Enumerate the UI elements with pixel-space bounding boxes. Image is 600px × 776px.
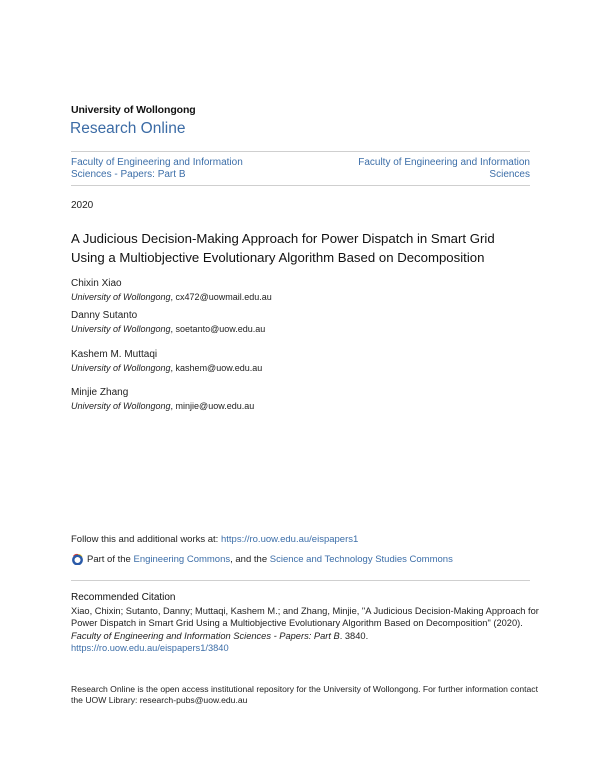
faculty-right-line1: Faculty of Engineering and Information [358,157,530,168]
affiliation-name: University of Wollongong [71,323,171,334]
part-of-label: Part of the [87,553,131,565]
divider [71,580,530,581]
citation-number: . 3840. [339,630,369,641]
citation-journal: Faculty of Engineering and Information Sciences - Papers: Part B [71,630,340,641]
faculty-link[interactable] [300,157,530,180]
part-of-line [71,553,453,565]
author-name: Chixin Xiao [71,278,122,289]
author-name: Minjie Zhang [71,387,129,398]
author-affiliation [71,323,265,336]
citation-url-link[interactable]: https://ro.uow.edu.au/eispapers1/3840 [71,643,229,654]
bepress-commons-icon [71,553,84,565]
recommended-citation-heading: Recommended Citation [71,592,176,603]
title-line1: A Judicious Decision-Making Approach for Power Dispatch in Smart Grid [71,231,495,246]
title-line2: Using a Multiobjective Evolutionary Algorithm Based on Decomposition [71,250,485,265]
faculty-right-line2: Sciences [489,168,530,180]
faculty-left-line2: Sciences - Papers: Part B [71,168,186,180]
author-email: , cx472@uowmail.edu.au [170,291,272,302]
follow-line [71,534,358,545]
divider [71,185,530,186]
author-affiliation [71,362,262,375]
author-affiliation [71,400,254,413]
affiliation-name: University of Wollongong [71,400,171,411]
author-entry [71,349,262,374]
engineering-commons-link[interactable]: Engineering Commons [133,553,231,565]
citation-authors-title: Xiao, Chixin; Sutanto, Danny; Muttaqi, Kashem M.; and Zhang, Minjie, "A Judicious Decision-Making Approach for Power Dispatch in Smart Grid Using a Multiobjective Evolutionary Algorithm Based on Decomposition" (2020). [71,606,539,629]
author-entry [71,387,254,412]
faculty-papers-part-b-link[interactable] [71,157,301,180]
author-affiliation [71,291,272,304]
citation-text [71,605,541,655]
publication-year: 2020 [71,200,94,211]
author-name: Kashem M. Muttaqi [71,349,158,360]
faculty-left-line1: Faculty of Engineering and Information [71,157,243,168]
university-name: University of Wollongong [71,104,196,116]
affiliation-name: University of Wollongong [71,291,171,302]
part-of-separator: , and the [230,553,268,565]
research-online-link[interactable]: Research Online [70,120,186,137]
eispapers-link[interactable]: https://ro.uow.edu.au/eispapers1 [220,534,359,545]
author-entry [71,278,272,303]
author-email: , soetanto@uow.edu.au [170,323,266,334]
author-entry [71,310,265,335]
author-name: Danny Sutanto [71,310,138,321]
author-email: , kashem@uow.edu.au [170,362,263,373]
footer-note: Research Online is the open access institutional repository for the University of Wollongong. For further information contact the UOW Library: research-pubs@uow.edu.au [71,684,538,706]
follow-label: Follow this and additional works at: [71,534,221,545]
divider [71,151,530,152]
paper-title [71,229,541,267]
affiliation-name: University of Wollongong [71,362,171,373]
science-technology-studies-commons-link[interactable]: Science and Technology Studies Commons [269,553,453,565]
author-email: , minjie@uow.edu.au [170,400,255,411]
